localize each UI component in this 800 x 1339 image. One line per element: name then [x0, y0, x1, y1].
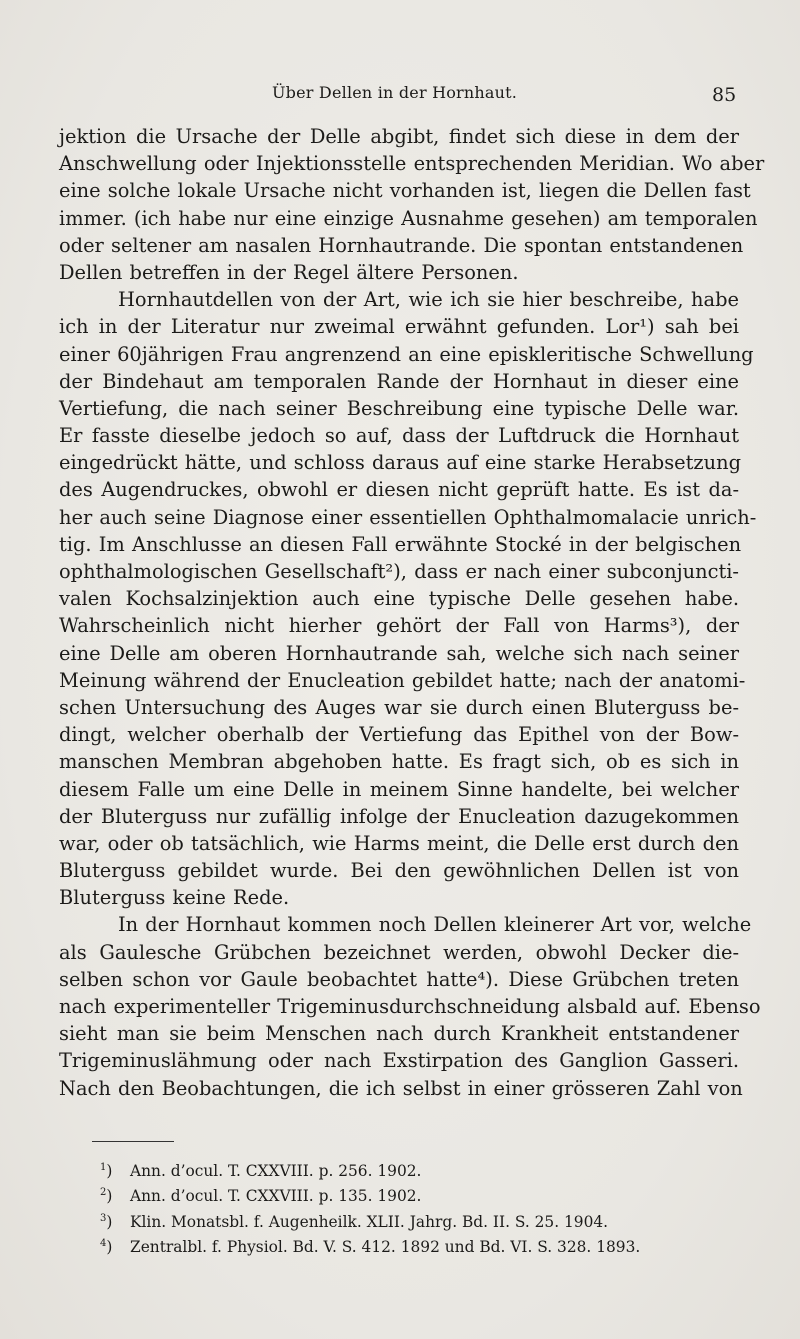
- text-line: eine Delle am oberen Hornhautrande sah, welche sich nach seiner: [59, 641, 739, 665]
- text-line: war, oder ob tatsächlich, wie Harms meint, die Delle erst durch den: [59, 831, 739, 855]
- body-text: [59, 123, 765, 1102]
- text-line: des Augendruckes, obwohl er diesen nicht geprüft hatte. Es ist da-: [59, 478, 739, 502]
- text-line: ophthalmologischen Gesellschaft²), dass er nach einer subconjuncti-: [59, 560, 739, 583]
- text-line: eingedrückt hätte, und schloss daraus auf eine starke Herabsetzung: [59, 451, 742, 475]
- text-line: her auch seine Diagnose einer essentiellen Ophthalmomalacie unrich-: [59, 505, 757, 529]
- text-line: Vertiefung, die nach seiner Beschreibung eine typische Delle war.: [59, 396, 739, 420]
- text-line: der Bluterguss nur zufällig infolge der Enucleation dazugekommen: [59, 804, 739, 828]
- footnotes: [100, 1155, 720, 1257]
- text-line: eine solche lokale Ursache nicht vorhanden ist, liegen die Dellen fast: [59, 179, 751, 203]
- footnote: [100, 1206, 720, 1231]
- footnote-marker: $^3$): [100, 1212, 113, 1231]
- footnote: [100, 1231, 720, 1256]
- footnote: [100, 1155, 720, 1180]
- text-line: schen Untersuchung des Auges war sie durch einen Bluterguss be-: [59, 695, 739, 719]
- text-line: Anschwellung oder Injektionsstelle entsprechenden Meridian. Wo aber: [59, 152, 765, 176]
- text-line: Meinung während der Enucleation gebildet hatte; nach der anatomi-: [59, 668, 746, 692]
- footnote-marker: $^4$): [100, 1238, 113, 1257]
- page-number: 85: [712, 84, 737, 106]
- text-line: diesem Falle um eine Delle in meinem Sinne handelte, bei welcher: [59, 777, 739, 801]
- text-line: valen Kochsalzinjektion auch eine typische Delle gesehen habe.: [59, 587, 739, 611]
- text-line: tig. Im Anschlusse an diesen Fall erwähnte Stocké in der belgischen: [59, 532, 742, 556]
- text-line: selben schon vor Gaule beobachtet hatte⁴). Diese Grübchen treten: [59, 967, 739, 991]
- footnote-divider: [92, 1141, 174, 1142]
- text-line: Bluterguss keine Rede.: [59, 886, 290, 910]
- text-line: Er fasste dieselbe jedoch so auf, dass der Luftdruck die Hornhaut: [59, 424, 739, 448]
- footnote-text: Zentralbl. f. Physiol. Bd. V. S. 412. 1892 und Bd. VI. S. 328. 1893.: [130, 1238, 641, 1257]
- text-line: oder seltener am nasalen Hornhautrande. Die spontan entstandenen: [59, 233, 744, 257]
- text-line: nach experimenteller Trigeminusdurchschneidung alsbald auf. Ebenso: [59, 995, 761, 1018]
- text-line: immer. (ich habe nur eine einzige Ausnahme gesehen) am temporalen: [59, 206, 758, 230]
- text-line: Dellen betreffen in der Regel ältere Personen.: [59, 260, 519, 284]
- footnote: [100, 1180, 720, 1205]
- text-line: ich in der Literatur nur zweimal erwähnt gefunden. Lor¹) sah bei: [59, 315, 739, 339]
- text-line: Wahrscheinlich nicht hierher gehört der Fall von Harms³), der: [59, 614, 739, 638]
- text-line: Hornhautdellen von der Art, wie ich sie hier beschreibe, habe: [118, 288, 739, 312]
- text-line: jektion die Ursache der Delle abgibt, findet sich diese in dem der: [59, 125, 739, 148]
- footnote-marker: $^2$): [100, 1187, 113, 1206]
- text-line: Trigeminuslähmung oder nach Exstirpation des Ganglion Gasseri.: [59, 1049, 739, 1073]
- text-line: Nach den Beobachtungen, die ich selbst in einer grösseren Zahl von: [59, 1076, 743, 1100]
- footnote-text: Ann. d’ocul. T. CXXVIII. p. 135. 1902.: [130, 1187, 422, 1206]
- footnote-marker: $^1$): [100, 1162, 113, 1181]
- text-line: sieht man sie beim Menschen nach durch Krankheit entstandener: [59, 1022, 739, 1046]
- text-line: als Gaulesche Grübchen bezeichnet werden, obwohl Decker die-: [59, 940, 739, 964]
- text-line: Bluterguss gebildet wurde. Bei den gewöhnlichen Dellen ist von: [59, 859, 739, 883]
- text-line: dingt, welcher oberhalb der Vertiefung das Epithel von der Bow-: [59, 723, 739, 747]
- page-header: [0, 83, 800, 113]
- running-title: Über Dellen in der Hornhaut.: [272, 83, 518, 102]
- text-line: der Bindehaut am temporalen Rande der Hornhaut in dieser eine: [59, 369, 739, 393]
- footnote-text: Klin. Monatsbl. f. Augenheilk. XLII. Jahrg. Bd. II. S. 25. 1904.: [130, 1212, 609, 1231]
- text-line: manschen Membran abgehoben hatte. Es fragt sich, ob es sich in: [59, 750, 739, 774]
- footnote-text: Ann. d’ocul. T. CXXVIII. p. 256. 1902.: [130, 1162, 422, 1181]
- text-line: In der Hornhaut kommen noch Dellen kleinerer Art vor, welche: [118, 913, 752, 937]
- text-line: einer 60jährigen Frau angrenzend an eine episkleritische Schwellung: [59, 342, 754, 366]
